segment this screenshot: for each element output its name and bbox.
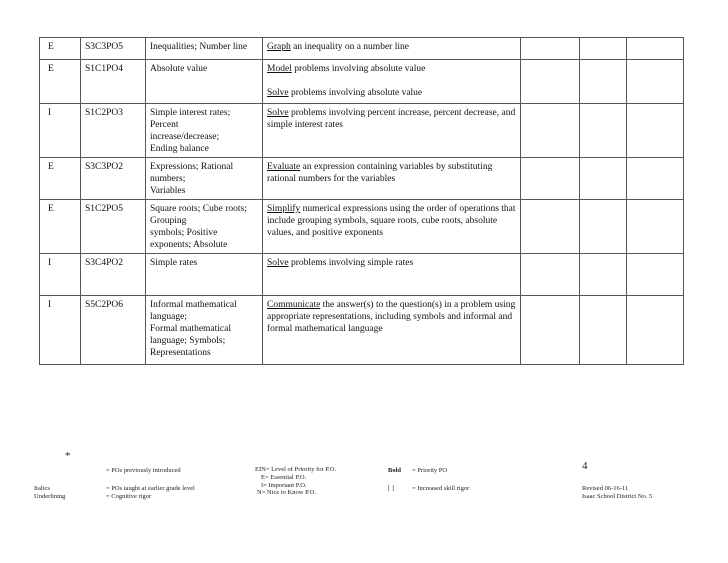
objective-verb: Graph [267,42,291,52]
objective-cell [263,158,521,200]
po-code: S1C1PO4 [85,64,124,74]
concept-line: Grouping [150,216,187,226]
concept-line: Variables [150,186,186,196]
objective [267,87,516,99]
po-code-cell [81,200,146,254]
concept-line: Inequalities; Number line [150,42,248,52]
concept-line: numbers; [150,174,186,184]
concept-line: language; Symbols; [150,336,226,346]
footer-page-number: 4 [582,460,588,472]
footer-bracket-text: = Increased skill rigor [412,485,470,492]
priority-level: E [48,42,54,52]
objective-text: the answer(s) to the question(s) in a problem using appropriate representations, including symbols and informal and formal mathematical language [267,300,516,334]
concepts-cell [146,200,263,254]
objective-text: an expression containing variables by substituting rational numbers for the variables [267,162,493,184]
footer-bracket-label: [ ] [388,485,394,492]
objective-verb: Simplify [267,204,301,214]
objective-verb: Solve [267,88,289,98]
objective-text: problems involving absolute value [288,88,423,98]
po-code-cell [81,38,146,60]
priority-level: I [48,108,52,118]
empty-cell [580,296,627,365]
concept-line: Simple rates [150,258,198,268]
priority-level: I [48,258,52,268]
objective-text: problems involving simple rates [288,258,414,268]
footer-asterisk: * [65,450,71,462]
empty-cell [580,38,627,60]
empty-cell [627,104,684,158]
po-code-cell [81,158,146,200]
concept-line: Representations [150,348,211,358]
objective-cell [263,104,521,158]
concept-line: Square roots; Cube roots; [150,204,247,214]
empty-cell [521,254,580,296]
po-code: S3C3PO2 [85,162,124,172]
table-row [40,296,684,365]
empty-cell [580,104,627,158]
po-code-cell [81,296,146,365]
po-code-cell [81,254,146,296]
objective-verb: Communicate [267,300,321,310]
footer-ein-line2: E= Essential P.O. [261,474,307,481]
objective-verb: Solve [267,108,289,118]
empty-cell [521,200,580,254]
footer-underlining-label: Underlining [34,493,66,500]
priority-level: I [48,300,52,310]
footer-ein-line1: EIN= Level of Priority for P.O. [255,466,337,473]
priority-level: E [48,162,54,172]
objective-verb: Model [267,64,292,74]
footer-italics-label: Italics [34,485,50,492]
po-code: S3C3PO5 [85,42,124,52]
concept-line: exponents; Absolute [150,240,228,250]
concepts-cell [146,254,263,296]
footer-italics-text: = POs taught at earlier grade level [106,485,195,492]
priority-level: E [48,204,54,214]
concept-line: Ending balance [150,144,209,154]
objective-text: an inequality on a number line [290,42,409,52]
priority-level-cell [40,254,81,296]
empty-cell [580,60,627,104]
footer-asterisk-text: = POs previously introduced [106,467,181,474]
footer-underlining-text: = Cognitive rigor [106,493,152,500]
priority-level: E [48,64,54,74]
empty-cell [627,38,684,60]
objective [267,299,516,335]
concept-line: Absolute value [150,64,208,74]
po-code-cell [81,104,146,158]
standards-table [39,37,684,365]
concept-line: symbols; Positive [150,228,218,238]
footer-ein-line4: N= Nice to Know P.O. [257,489,316,496]
objective [267,63,516,75]
po-code: S5C2PO6 [85,300,124,310]
table-row [40,200,684,254]
table-row [40,158,684,200]
objective [267,161,516,185]
priority-level-cell [40,296,81,365]
objective [267,203,516,239]
concept-line: increase/decrease; [150,132,220,142]
objective-verb: Evaluate [267,162,301,172]
objective-text: numerical expressions using the order of operations that include grouping symbols, square roots, cube roots, absolute values, and positive exponents [267,204,516,238]
concepts-cell [146,296,263,365]
priority-level-cell [40,38,81,60]
priority-level-cell [40,158,81,200]
po-code-cell [81,60,146,104]
priority-level-cell [40,104,81,158]
objective-verb: Solve [267,258,289,268]
empty-cell [627,296,684,365]
concepts-cell [146,38,263,60]
objective-cell [263,38,521,60]
footer-bold-label: Bold [388,467,402,474]
empty-cell [580,200,627,254]
concept-line: Percent [150,120,179,130]
table-row [40,254,684,296]
objective [267,41,516,53]
concepts-cell [146,60,263,104]
po-code: S3C4PO2 [85,258,124,268]
concept-line: Informal mathematical [150,300,237,310]
po-code: S1C2PO5 [85,204,124,214]
concept-line: Expressions; Rational [150,162,234,172]
empty-cell [627,60,684,104]
objective-cell [263,200,521,254]
objective-text: problems involving percent increase, percent decrease, and simple interest rates [267,108,516,130]
empty-cell [521,296,580,365]
priority-level-cell [40,60,81,104]
empty-cell [521,38,580,60]
footer-revised: Revised 06-16-11 [582,485,629,492]
empty-cell [521,158,580,200]
empty-cell [627,158,684,200]
objective-text: problems involving absolute value [291,64,426,74]
empty-cell [580,158,627,200]
empty-cell [580,254,627,296]
po-code: S1C2PO3 [85,108,124,118]
empty-cell [627,254,684,296]
concept-line: language; [150,312,187,322]
objective [267,107,516,131]
footer-district: Isaac School District No. 5 [582,493,653,500]
concept-line: Formal mathematical [150,324,231,334]
objective-cell [263,60,521,104]
objective-cell [263,254,521,296]
concepts-cell [146,158,263,200]
empty-cell [627,200,684,254]
footer-ein-line3: I= Important P.O. [261,482,307,489]
footer-bold-text: = Priority PO [412,467,448,474]
table-row [40,60,684,104]
empty-cell [521,104,580,158]
concept-line: Simple interest rates; [150,108,231,118]
priority-level-cell [40,200,81,254]
table-row [40,38,684,60]
table-row [40,104,684,158]
empty-cell [521,60,580,104]
objective-cell [263,296,521,365]
concepts-cell [146,104,263,158]
objective [267,257,516,269]
